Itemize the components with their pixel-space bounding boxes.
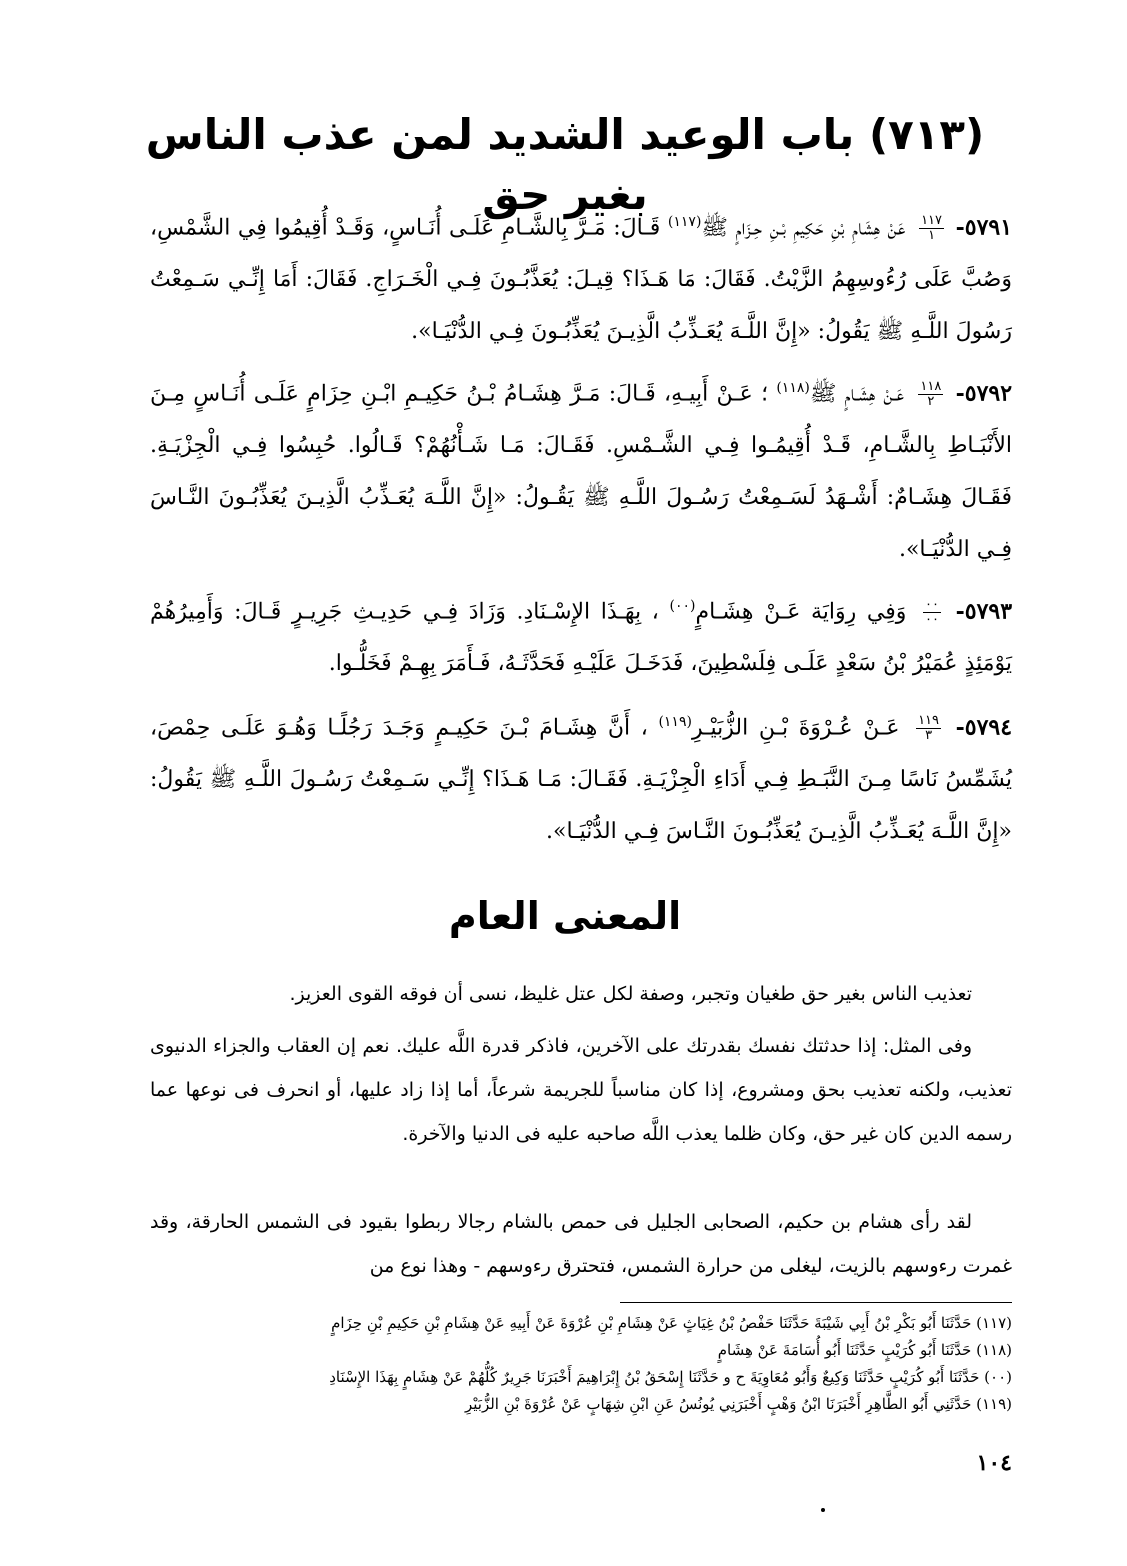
print-speck (821, 1508, 825, 1512)
hadith-text: عَـنْ هِشَـامٍ ﷺ (809, 381, 905, 407)
hadith-text: عَنْ هِشَامِ بْنِ حَكِيمِ بْـنِ حِـزَامٍ ﷺ (701, 215, 906, 241)
hadith-5792 (150, 362, 1012, 576)
footnote-ref[interactable]: (١١٨) (776, 380, 810, 396)
hadith-fraction: $\frac{١١٩}{٣}$ (918, 712, 940, 743)
hadith-text: ، أَنَّ هِشَـامَ بْـنَ حَكِيـمٍ وَجَـدَ رَجُلًـا وَهُـوَ عَلَـى حِمْصَ، يُشَمِّسُ نَاسًا مِـنَ النَّبَـطِ فِـي أَدَاءِ الْجِزْيَـةِ. فَقَـالَ: مَـا هَـذَا؟ إِنِّـي سَـمِعْتُ رَسُـولَ اللَّـهِ ﷺ يَقُولُ: «إِنَّ اللَّـهَ يُعَـذِّبُ الَّذِيـنَ يُعَذِّبُـونَ النَّـاسَ فِـي الدُّنْيَـا». (150, 715, 1012, 845)
footnote: (١١٧) حَدَّثَنَا أَبُو بَكْرِ بْنُ أَبِي شَيْبَةَ حَدَّثَنَا حَفْصُ بْنُ غِيَاثٍ عَنْ هِشَامِ بْنِ عُرْوَةَ عَنْ أَبِيهِ عَنْ هِشَامِ بْنِ حَكِيمِ بْنِ حِزَامٍ (331, 1314, 1012, 1332)
hadith-5794 (150, 696, 1012, 858)
hadith-5793 (150, 580, 1012, 690)
page-number: ١٠٤ (976, 1450, 1012, 1476)
hadith-number: ٥٧٩١- (955, 214, 1013, 241)
hadith-fraction: $\frac{١١٨}{٢}$ (920, 378, 942, 409)
hadith-text: ، بِهَـذَا الإِسْـنَادِ. وَزَادَ فِـي حَدِيـثِ جَرِيـرٍ قَـالَ: وَأَمِيرُهُمْ يَوْمَئِذٍ عُمَيْرُ بْنُ سَعْدٍ عَلَـى فِلَسْطِينَ، فَدَخَـلَ عَلَيْـهِ فَحَدَّثَـهُ، فَـأَمَرَ بِهِـمْ فَخَلُّـوا. (150, 599, 1012, 677)
footnote-ref[interactable]: (١١٧) (667, 214, 702, 230)
footnote-ref[interactable]: (٠٠) (669, 598, 696, 614)
hadith-number: ٥٧٩٤- (955, 714, 1013, 741)
footnote-ref[interactable]: (١١٩) (658, 714, 692, 730)
hadith-fraction: $\frac{١١٧}{١}$ (921, 212, 943, 243)
commentary-paragraph: لقد رأى هشام بن حكيم، الصحابى الجليل فى حمص بالشام رجالا ربطوا بقيود فى الشمس الحارقة، وقد غمرت رءوسهم بالزيت، ليغلى من حرارة الشمس، فتحترق رءوسهم - وهذا نوع من (150, 1211, 1012, 1277)
hadith-number: ٥٧٩٢- (955, 380, 1013, 407)
hadith-text: وَفِي رِوَايَة عَـنْ هِشَـامٍ (695, 599, 907, 625)
hadith-text: عَـنْ عُـرْوَةَ بْـنِ الزُّبَيْـرِ (691, 715, 900, 741)
hadith-number: ٥٧٩٣- (955, 598, 1013, 625)
footnote: (٠٠) حَدَّثَنَا أَبُو كُرَيْبٍ حَدَّثَنَا وَكِيعٌ وَأَبُو مُعَاوِيَةَ ح و حَدَّثَنَا إِسْحَقُ بْنُ إِبْرَاهِيمَ أَخْبَرَنَا جَرِيرٌ كُلُّهُمْ عَنْ هِشَامٍ بِهَذَا الإِسْنَادِ (329, 1368, 1012, 1386)
hadith-text: قَـالَ: مَـرَّ بِالشَّـامِ عَلَـى أُنَـاسٍ، وَقَـدْ أُقِيمُوا فِي الشَّمْسِ، وَصُبَّ عَلَى رُءُوسِهِمُ الزَّيْتُ. فَقَالَ: مَا هَـذَا؟ قِيـلَ: يُعَذَّبُـونَ فِـي الْخَـرَاجِ. فَقَالَ: أَمَا إِنِّـي سَـمِعْتُ رَسُولَ اللَّـهِ ﷺ يَقُولُ: «إِنَّ اللَّـهَ يُعَـذِّبُ الَّذِيـنَ يُعَذِّبُـونَ فِـي الدُّنْيَـا». (150, 215, 1012, 345)
commentary-paragraph: وفى المثل: إذا حدثتك نفسك بقدرتك على الآخرين، فاذكر قدرة اللَّه عليك. نعم إن العقاب والجزاء الدنيوى تعذيب، ولكنه تعذيب بحق ومشروع، إذا كان مناسباً للجريمة شرعاً، أما إذا زاد عليها، أو انحرف فى نوعها عما رسمه الدين كان غير حق، وكان ظلما يعذب اللَّه صاحبه عليه فى الدنيا والآخرة. (150, 1035, 1012, 1145)
footnotes (150, 1310, 1012, 1418)
hadith-5791 (150, 196, 1012, 358)
section-title: المعنى العام (448, 894, 682, 938)
chapter-title: (٧١٣) باب الوعيد الشديد لمن عذب الناس بغير حق (145, 110, 985, 219)
hadith-text: ؛ عَـنْ أَبِيـهِ، قَـالَ: مَـرَّ هِشَـامُ بْـنُ حَكِيـمِ ابْـنِ حِزَامٍ عَلَـى أُنَـاسٍ مِـنَ الأَنْبَـاطِ بِالشَّـامِ، قَـدْ أُقِيمُـوا فِـي الشَّـمْسِ. فَقَـالَ: مَـا شَـأْنُهُمْ؟ قَـالُوا. حُبِسُوا فِـي الْجِزْيَـةِ. فَقَـالَ هِشَـامٌ: أَشْـهَدُ لَسَـمِعْتُ رَسُـولَ اللَّـهِ ﷺ يَقُـولُ: «إِنَّ اللَّـهَ يُعَـذِّبُ الَّذِيـنَ يُعَذِّبُـونَ النَّـاسَ فِـي الدُّنْيَـا». (150, 381, 1012, 563)
commentary-paragraph: تعذيب الناس بغير حق طغيان وتجبر، وصفة لكل عتل غليظ، نسى أن فوقه القوى العزيز. (289, 983, 972, 1005)
footnote: (١١٨) حَدَّثَنَا أَبُو كُرَيْبٍ حَدَّثَنَا أَبُو أُسَامَةَ عَنْ هِشَامٍ (717, 1341, 1012, 1359)
hadith-fraction: $\frac{٠٠}{٠٠}$ (925, 596, 939, 627)
footnote: (١١٩) حَدَّثَنِي أَبُو الطَّاهِرِ أَخْبَرَنَا ابْنُ وَهْبٍ أَخْبَرَنِي يُونُسُ عَنِ ابْنِ شِهَابٍ عَنْ عُرْوَةَ بْنِ الزُّبَيْرِ (464, 1395, 1012, 1413)
footnote-divider (620, 1302, 1012, 1303)
